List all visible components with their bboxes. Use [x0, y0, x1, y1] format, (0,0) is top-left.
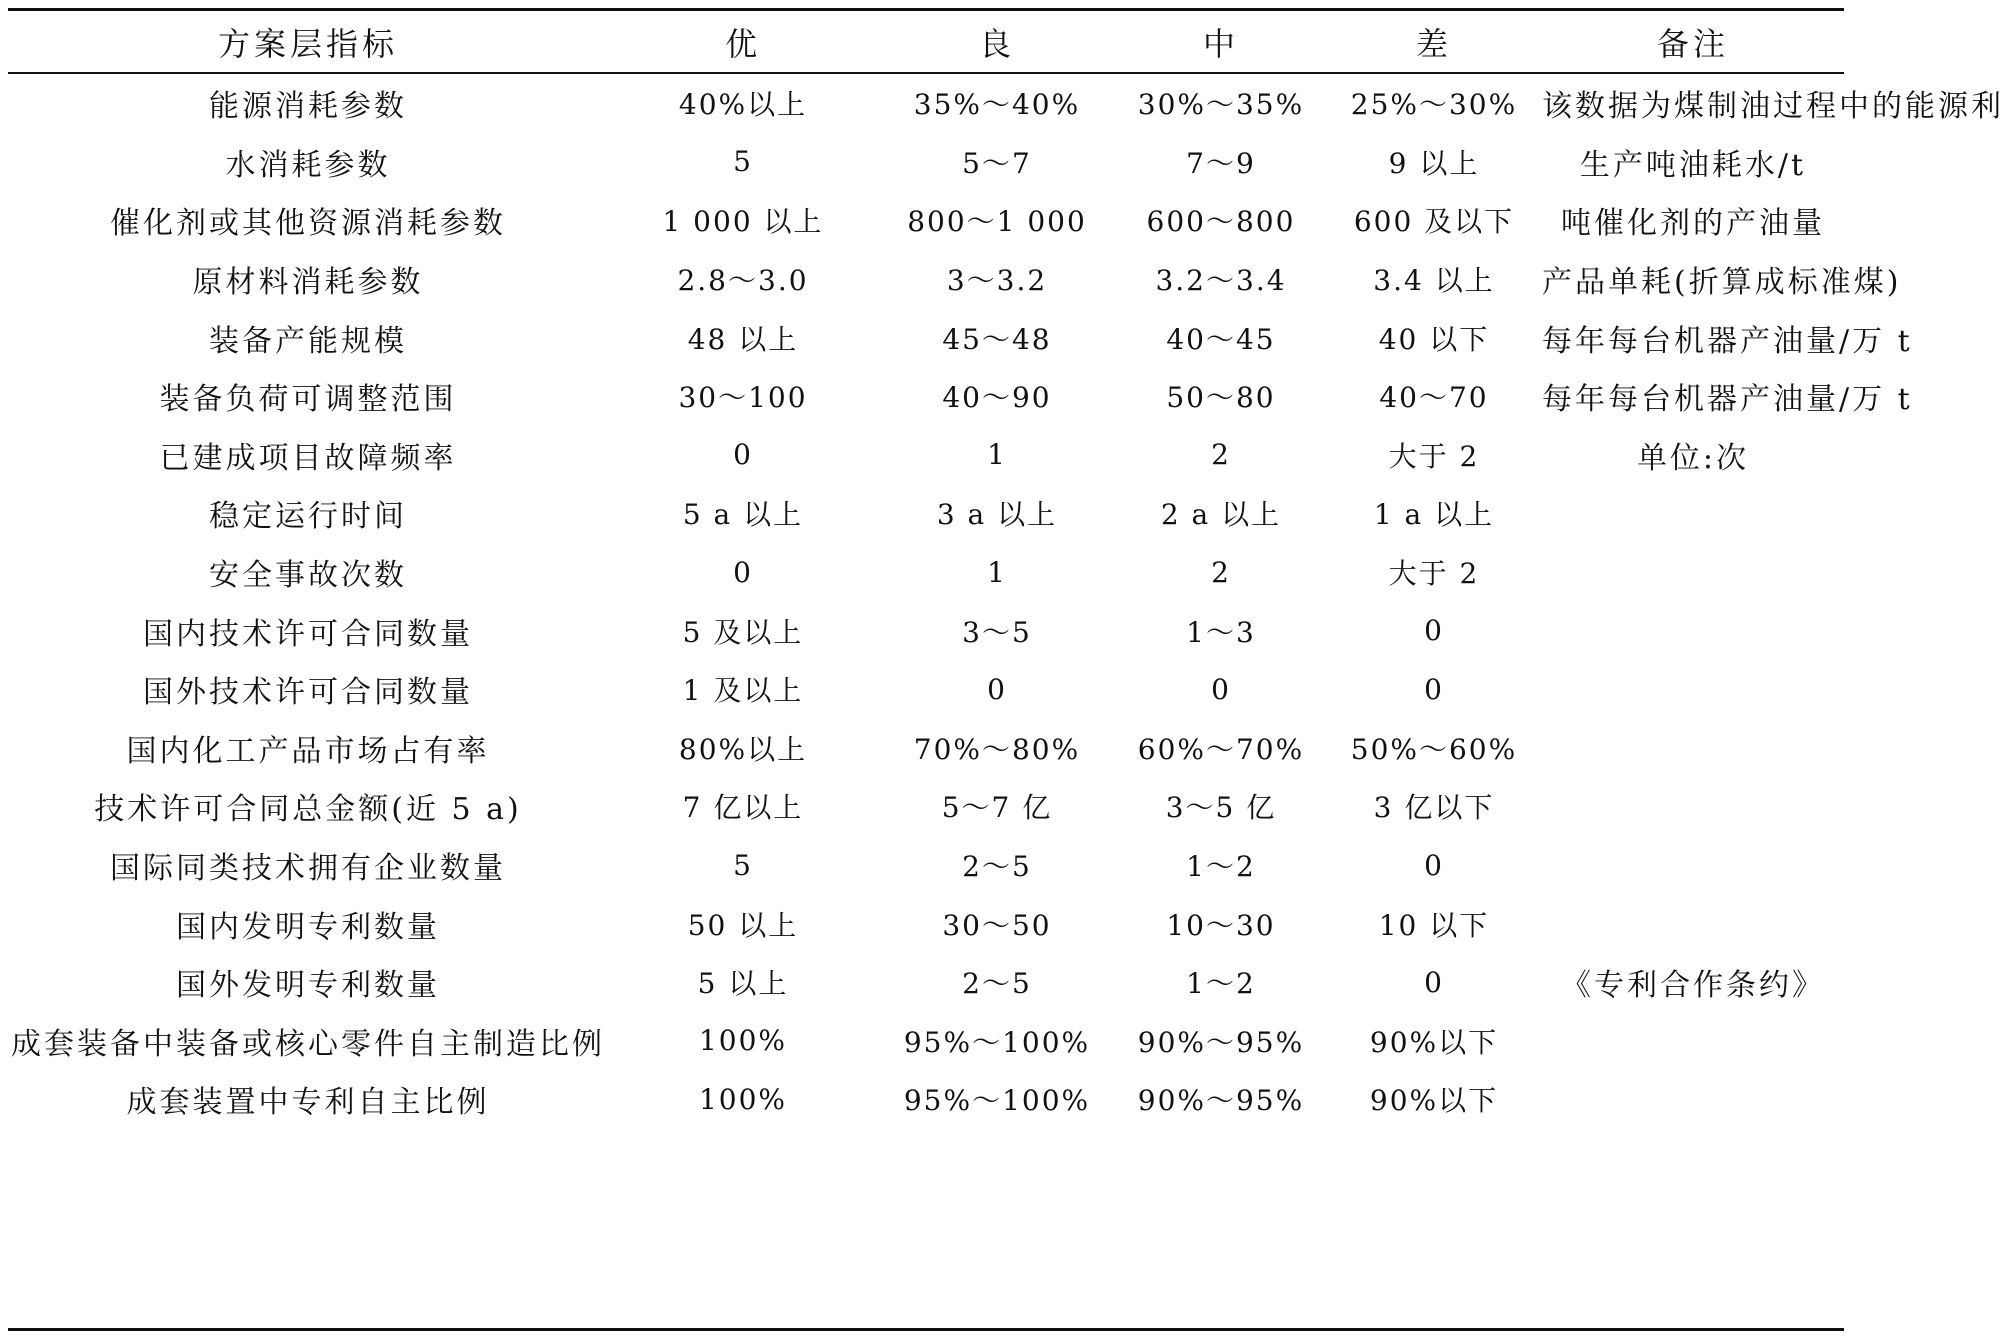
- cell-excellent: 100%: [698, 1082, 788, 1116]
- cell-medium: 2 a 以上: [1160, 498, 1282, 532]
- cell-indicator: 稳定运行时间: [209, 499, 407, 535]
- cell-poor: 0: [1424, 672, 1444, 706]
- table-row: [8, 1012, 1844, 1071]
- cell-medium: 1～3: [1186, 615, 1256, 649]
- cell-excellent: 0: [733, 555, 753, 589]
- cell-indicator: 成套装备中装备或核心零件自主制造比例: [11, 1026, 605, 1062]
- cell-poor: 3.4 以上: [1373, 264, 1495, 298]
- cell-indicator: 催化剂或其他资源消耗参数: [110, 206, 506, 242]
- cell-good: 30～50: [942, 908, 1052, 942]
- table-row: [8, 953, 1844, 1012]
- cell-medium: 1～2: [1186, 967, 1256, 1001]
- cell-remarks: 每年每台机器产油量/万 t: [1542, 382, 1913, 418]
- cell-medium: 7～9: [1186, 146, 1256, 180]
- header-poor: 差: [1415, 24, 1452, 63]
- cell-medium: 90%～95%: [1137, 1025, 1305, 1059]
- cell-indicator: 技术许可合同总金额(近 5 a): [94, 792, 522, 828]
- table-header-row: [8, 11, 1844, 72]
- cell-indicator: 国际同类技术拥有企业数量: [110, 851, 506, 887]
- cell-good: 2～5: [962, 967, 1032, 1001]
- cell-excellent: 1 000 以上: [662, 205, 824, 239]
- cell-good: 70%～80%: [913, 732, 1081, 766]
- table-row: [8, 484, 1844, 543]
- cell-medium: 30%～35%: [1137, 88, 1305, 122]
- table-row: [8, 719, 1844, 778]
- cell-remarks: 《专利合作条约》: [1561, 968, 1825, 1004]
- cell-remarks: 单位:次: [1636, 440, 1750, 476]
- table-row: [8, 426, 1844, 485]
- cell-poor: 50%～60%: [1350, 732, 1518, 766]
- table-row: [8, 601, 1844, 660]
- cell-good: 1: [987, 555, 1007, 589]
- cell-medium: 60%～70%: [1137, 732, 1305, 766]
- cell-indicator: 能源消耗参数: [209, 89, 407, 125]
- cell-excellent: 5: [733, 848, 753, 882]
- cell-poor: 1 a 以上: [1373, 498, 1495, 532]
- cell-excellent: 5 及以上: [682, 615, 804, 649]
- cell-good: 3～3.2: [946, 264, 1048, 298]
- table-row: [8, 1070, 1844, 1129]
- cell-poor: 9 以上: [1388, 146, 1480, 180]
- cell-poor: 40～70: [1379, 381, 1489, 415]
- cell-excellent: 5 a 以上: [682, 498, 804, 532]
- cell-indicator: 国内化工产品市场占有率: [126, 733, 490, 769]
- header-good: 良: [978, 24, 1015, 63]
- cell-excellent: 5: [733, 145, 753, 179]
- cell-excellent: 2.8～3.0: [677, 264, 809, 298]
- header-medium: 中: [1202, 24, 1239, 63]
- cell-good: 40～90: [942, 381, 1052, 415]
- cell-poor: 90%以下: [1369, 1084, 1499, 1118]
- cell-good: 45～48: [942, 322, 1052, 356]
- header-indicator: 方案层指标: [217, 24, 398, 63]
- cell-good: 1: [987, 438, 1007, 472]
- table-row: [8, 367, 1913, 426]
- cell-medium: 1～2: [1186, 850, 1256, 884]
- cell-good: 95%～100%: [903, 1025, 1091, 1059]
- cell-excellent: 30～100: [678, 381, 808, 415]
- cell-medium: 600～800: [1146, 205, 1296, 239]
- cell-medium: 0: [1211, 672, 1231, 706]
- table-row: [8, 191, 1844, 250]
- cell-excellent: 0: [733, 438, 753, 472]
- cell-medium: 2: [1211, 438, 1231, 472]
- cell-excellent: 50 以上: [687, 908, 799, 942]
- cell-excellent: 48 以上: [687, 322, 799, 356]
- cell-good: 95%～100%: [903, 1084, 1091, 1118]
- cell-indicator: 水消耗参数: [225, 147, 391, 183]
- cell-good: 3～5: [962, 615, 1032, 649]
- cell-medium: 10～30: [1166, 908, 1276, 942]
- cell-indicator: 原材料消耗参数: [192, 265, 424, 301]
- cell-poor: 10 以下: [1378, 908, 1490, 942]
- cell-poor: 90%以下: [1369, 1025, 1499, 1059]
- cell-poor: 25%～30%: [1350, 88, 1518, 122]
- cell-poor: 大于 2: [1388, 557, 1480, 591]
- cell-good: 35%～40%: [913, 88, 1081, 122]
- cell-poor: 大于 2: [1388, 439, 1480, 473]
- cell-indicator: 国内技术许可合同数量: [143, 616, 473, 652]
- cell-good: 800～1 000: [907, 205, 1087, 239]
- cell-remarks: 该数据为煤制油过程中的能源利: [1542, 89, 2004, 125]
- cell-good: 0: [987, 672, 1007, 706]
- cell-medium: 3～5 亿: [1165, 791, 1277, 825]
- cell-poor: 0: [1424, 848, 1444, 882]
- cell-poor: 3 亿以下: [1373, 791, 1495, 825]
- table-row: [8, 250, 1902, 309]
- cell-indicator: 装备负荷可调整范围: [159, 382, 457, 418]
- cell-poor: 600 及以下: [1353, 205, 1515, 239]
- cell-indicator: 装备产能规模: [209, 323, 407, 359]
- cell-indicator: 国内发明专利数量: [176, 909, 440, 945]
- table-row: [8, 308, 1913, 367]
- cell-excellent: 80%以上: [678, 732, 808, 766]
- header-remarks: 备注: [1656, 24, 1729, 63]
- cell-indicator: 成套装置中专利自主比例: [126, 1085, 490, 1121]
- table-row: [8, 543, 1844, 602]
- cell-medium: 90%～95%: [1137, 1084, 1305, 1118]
- cell-remarks: 每年每台机器产油量/万 t: [1542, 323, 1913, 359]
- cell-indicator: 国外技术许可合同数量: [143, 675, 473, 711]
- table-row: [8, 836, 1844, 895]
- cell-poor: 0: [1424, 614, 1444, 648]
- cell-indicator: 安全事故次数: [209, 558, 407, 594]
- cell-excellent: 1 及以上: [682, 674, 804, 708]
- cell-poor: 0: [1424, 965, 1444, 999]
- table-bottom-rule: [8, 1328, 1844, 1331]
- cell-medium: 50～80: [1166, 381, 1276, 415]
- cell-poor: 40 以下: [1378, 322, 1490, 356]
- cell-excellent: 7 亿以上: [682, 791, 804, 825]
- cell-excellent: 40%以上: [678, 88, 808, 122]
- cell-remarks: 生产吨油耗水/t: [1579, 147, 1807, 183]
- cell-good: 2～5: [962, 850, 1032, 884]
- table-row: [8, 74, 2004, 133]
- table-row: [8, 894, 1844, 953]
- cell-medium: 2: [1211, 555, 1231, 589]
- cell-remarks: 吨催化剂的产油量: [1561, 206, 1825, 242]
- cell-good: 5～7 亿: [941, 791, 1053, 825]
- table-row: [8, 133, 1844, 192]
- cell-indicator: 已建成项目故障频率: [159, 440, 457, 476]
- cell-remarks: 产品单耗(折算成标准煤): [1542, 265, 1902, 301]
- cell-medium: 3.2～3.4: [1155, 264, 1287, 298]
- table-row: [8, 660, 1844, 719]
- table-row: [8, 777, 1844, 836]
- header-excellent: 优: [724, 24, 761, 63]
- cell-excellent: 100%: [698, 1024, 788, 1058]
- cell-excellent: 5 以上: [697, 967, 789, 1001]
- cell-good: 3 a 以上: [936, 498, 1058, 532]
- cell-indicator: 国外发明专利数量: [176, 968, 440, 1004]
- cell-good: 5～7: [962, 146, 1032, 180]
- cell-medium: 40～45: [1166, 322, 1276, 356]
